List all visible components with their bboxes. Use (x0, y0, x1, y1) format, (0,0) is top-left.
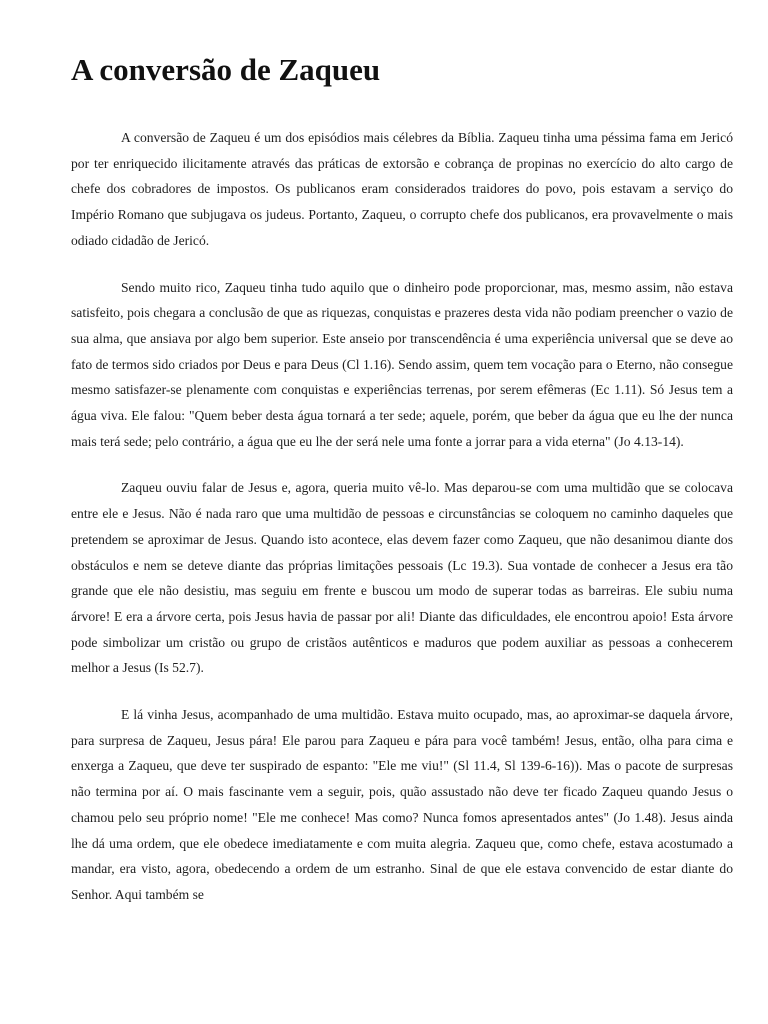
paragraph-3: Zaqueu ouviu falar de Jesus e, agora, queria muito vê-lo. Mas deparou-se com uma multidão que se colocava entre ele e Jesus. Não é nada raro que uma multidão de pessoas e circunstâncias se coloquem no caminho daqueles que pretendem se aproximar de Jesus. Quando isto acontece, elas devem fazer como Zaqueu, que não desanimou diante dos obstáculos e nem se deteve diante das próprias limitações pessoais (Lc 19.3). Sua vontade de conhecer a Jesus era tão grande que ele não desistiu, mas seguiu em frente e buscou um modo de superar todas as barreiras. Ele subiu numa árvore! E era a árvore certa, pois Jesus havia de passar por ali! Diante das dificuldades, ele encontrou apoio! Esta árvore pode simbolizar um cristão ou grupo de cristãos autênticos e maduros que podem auxiliar as pessoas a conhecerem melhor a Jesus (Is 52.7). (71, 480, 733, 676)
paragraph-4: E lá vinha Jesus, acompanhado de uma multidão. Estava muito ocupado, mas, ao aproximar-se daquela árvore, para surpresa de Zaqueu, Jesus pára! Ele parou para Zaqueu e pára para você também! Jesus, então, olha para cima e enxerga a Zaqueu, que deve ter suspirado de espanto: "Ele me viu!" (Sl 11.4, Sl 139-6-16)). Mas o pacote de surpresas não termina por aí. O mais fascinante vem a seguir, pois, quão assustado não deve ter ficado Zaqueu quando Jesus o chamou pelo seu próprio nome! "Ele me conhece! Mas como? Nunca fomos apresentados antes" (Jo 1.48). Jesus ainda lhe dá uma ordem, que ele obedece imediatamente e com muita alegria. Zaqueu que, como chefe, estava acostumado a mandar, era visto, agora, obedecendo a ordem de um estranho. Sinal de que ele estava convencido de estar diante do Senhor. Aqui também se (71, 707, 733, 902)
paragraph-1: A conversão de Zaqueu é um dos episódios mais célebres da Bíblia. Zaqueu tinha uma péssima fama em Jericó por ter enriquecido ilicitamente através das práticas de extorsão e cobrança de propinas no exercício do alto cargo de chefe dos cobradores de impostos. Os publicanos eram considerados traidores do povo, pois estavam a serviço do Império Romano que subjugava os judeus. Portanto, Zaqueu, o corrupto chefe dos publicanos, era provavelmente o mais odiado cidadão de Jericó. (71, 130, 733, 248)
document-title: A conversão de Zaqueu (71, 52, 381, 87)
document-body (71, 125, 733, 929)
paragraph-2: Sendo muito rico, Zaqueu tinha tudo aquilo que o dinheiro pode proporcionar, mas, mesmo assim, não estava satisfeito, pois chegara a conclusão de que as riquezas, conquistas e prazeres desta vida não podiam preencher o vazio de sua alma, que ansiava por algo bem superior. Este anseio por transcendência é uma experiência universal que se deve ao fato de termos sido criados por Deus e para Deus (Cl 1.16). Sendo assim, quem tem vocação para o Eterno, não consegue mesmo satisfazer-se plenamente com conquistas e experiências terrenas, por serem efêmeras (Ec 1.11). Só Jesus tem a água viva. Ele falou: "Quem beber desta água tornará a ter sede; aquele, porém, que beber da água que eu lhe der nunca mais terá sede; pelo contrário, a água que eu lhe der será nele uma fonte a jorrar para a vida eterna" (Jo 4.13-14). (71, 279, 733, 449)
